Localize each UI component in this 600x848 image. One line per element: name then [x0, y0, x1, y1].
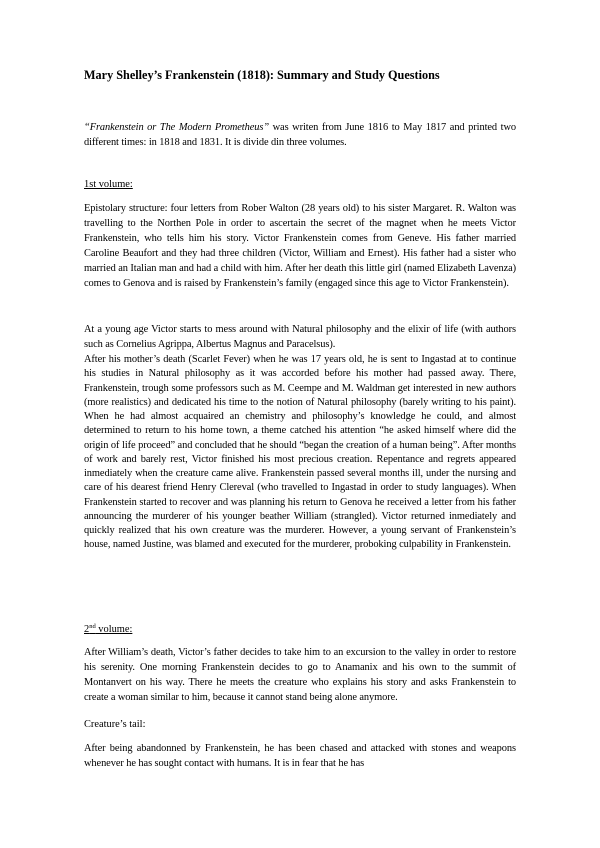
intro-paragraph: [84, 120, 516, 150]
volume2-heading-number: 2: [84, 624, 90, 635]
volume1-paragraph-3: After his mother’s death (Scarlet Fever) when he was 17 years old, he is sent to Ingastad at to continue his studies in Natural philosophy as it was accorded before his mother had passed away. There, Frankenstein, trough some professors such as M. Ceempe and M. Waldman get interested in new authors (more realistics) and dedicated his time to the notion of Natural philosophy (barely writing to his paint). When he had almost acquaired an chemistry and philosophy’s knowledge he could, and almost determined to return to his home town, a theme catched his attention “he asked himself where did the origin of life proceed” and concluded that he should “began the creation of a human being”. After months of work and barely rest, Victor finished his most precious creation. Repentance and regrets appeared inmediately when the creature came alive. Frankenstein passed several months ill, under the nursing and care of his dearest friend Henry Clereval (who travelled to Ingastad in order to study languages). When Frankenstein started to recover and was planning his return to Genova he received a letter from his father announcing the murderer of his younger beather William (strangled). Victor returned inmediately and quickly realized that his own creature was the murderer. However, a young servant of Frankenstein’s house, named Justine, was blamed and executed for the murderer, proboking culpability in Frankenstein.: [84, 354, 516, 551]
volume1-paragraph-2: At a young age Victor starts to mess around with Natural philosophy and the elixir of life (with authors such as Cornelius Agrippa, Albertus Magnus and Paracelsus).: [84, 324, 516, 350]
intro-rest: was writen from June 1816 to May 1817 and printed two different times: in 1818 and 1831. It is divide din three volumes.: [84, 122, 516, 148]
intro-quoted-title: “Frankenstein or The Modern Prometheus”: [84, 122, 270, 133]
volume2-heading: [84, 622, 132, 637]
creature-tail-subheading: Creature’s tail:: [84, 719, 146, 730]
page-title: Mary Shelley’s Frankenstein (1818): Summary and Study Questions: [84, 67, 440, 82]
volume1-heading: 1st volume:: [84, 179, 133, 190]
volume2-paragraph-1: After William’s death, Victor’s father decides to take him to an excursion to the valley in order to restore his serenity. One morning Frankenstein decides to go to Anamanix and his own to the summit of Montanvert on his way. There he meets the creature who explains his story and asks Frankenstein to create a woman similar to him, because it cannot stand being alone anymore.: [84, 647, 516, 703]
document-page: [84, 0, 516, 848]
volume2-heading-rest: volume:: [95, 624, 133, 635]
volume2-heading-suffix: nd: [89, 623, 96, 630]
volume2-tail-paragraph: After being abandonned by Frankenstein, he has been chased and attacked with stones and weapons whenever he has sought contact with humans. It is in fear that he has: [84, 743, 516, 769]
volume1-paragraph-1: Epistolary structure: four letters from Rober Walton (28 years old) to his sister Margaret. R. Walton was travelling to the Northen Pole in order to ascertain the secret of the magnet when he meets Victor Frankenstein, who tells him his story. Victor Frankenstein comes from Geneve. His father married Caroline Beaufort and they had three children (Victor, William and Ernest). His father had a sister who married an Italian man and had a child with him. After her death this little girl (named Elizabeth Lavenza) comes to Genova and is raised by Frankenstein’s family (engaged since this age to Victor Frankenstein).: [84, 203, 517, 289]
